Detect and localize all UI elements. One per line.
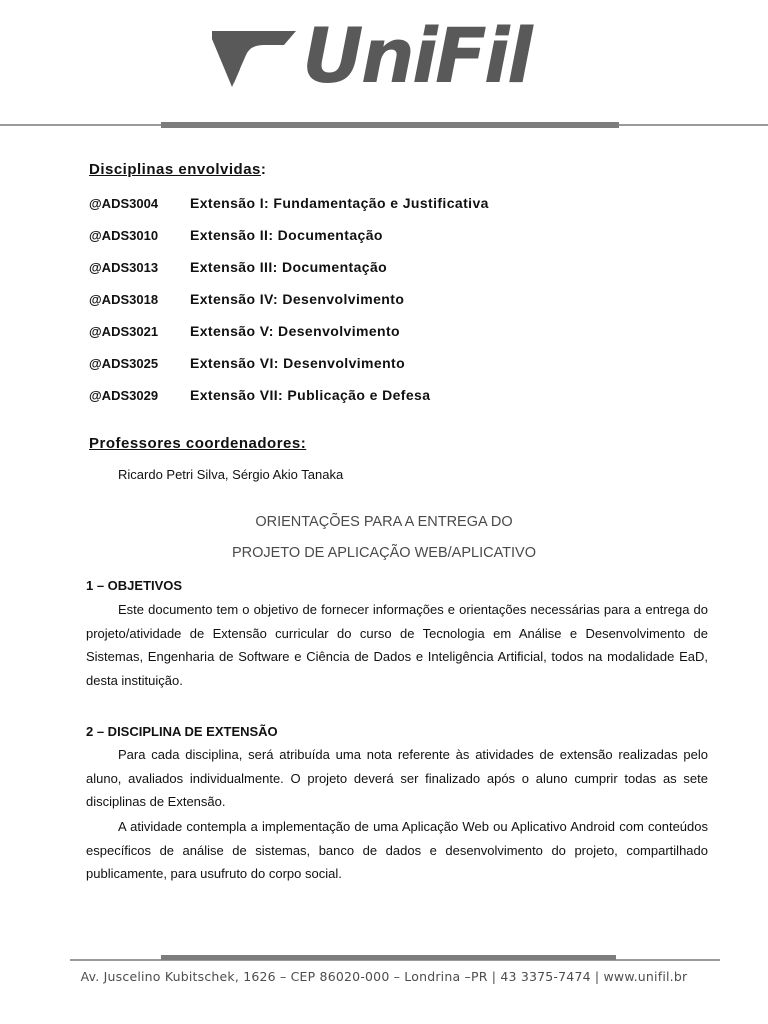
section1-heading: 1 – OBJETIVOS bbox=[86, 578, 183, 593]
section2-paragraph2: A atividade contempla a implementação de uma Aplicação Web ou Aplicativo Android com conteúdos específicos de análise de sistemas, banco de dados e desenvolvimento do projeto, compartilhado publicamente, para usufruto do corpo social. bbox=[86, 819, 708, 881]
discipline-name: Extensão III: Documentação bbox=[190, 259, 388, 275]
coordinators-title-text: Professores coordenadores: bbox=[89, 435, 307, 452]
unifil-logo-mark-icon bbox=[210, 25, 298, 91]
discipline-code: @ADS3010 bbox=[89, 227, 159, 243]
discipline-row bbox=[89, 258, 387, 276]
discipline-row bbox=[89, 386, 430, 404]
discipline-code: @ADS3004 bbox=[89, 195, 159, 211]
orientation-title-line2: PROJETO DE APLICAÇÃO WEB/APLICATIVO bbox=[231, 545, 537, 561]
discipline-name: Extensão IV: Desenvolvimento bbox=[190, 291, 405, 307]
discipline-name: Extensão I: Fundamentação e Justificativa bbox=[190, 195, 489, 211]
section2-heading: 2 – DISCIPLINA DE EXTENSÃO bbox=[86, 724, 278, 739]
discipline-code: @ADS3021 bbox=[89, 323, 159, 339]
discipline-row bbox=[89, 194, 489, 212]
section2-paragraph1: Para cada disciplina, será atribuída uma nota referente às atividades de extensão realizadas pelo aluno, avaliados individualmente. O projeto deverá ser finalizado após o aluno cumprir todas as sete disciplinas de Extensão. bbox=[86, 747, 708, 809]
discipline-code: @ADS3013 bbox=[89, 259, 159, 275]
disciplines-title-colon: : bbox=[260, 161, 267, 178]
discipline-code: @ADS3025 bbox=[89, 355, 159, 371]
discipline-row bbox=[89, 226, 383, 244]
discipline-name: Extensão II: Documentação bbox=[190, 227, 383, 243]
footer-address: Av. Juscelino Kubitschek, 1626 – CEP 86020-000 – Londrina –PR | 43 3375-7474 | www.unifil.br bbox=[80, 969, 688, 984]
disciplines-title-text: Disciplinas envolvidas bbox=[89, 161, 261, 178]
coordinators-title bbox=[89, 435, 306, 452]
coordinators-names: Ricardo Petri Silva, Sérgio Akio Tanaka bbox=[118, 467, 344, 482]
discipline-name: Extensão V: Desenvolvimento bbox=[190, 323, 400, 339]
discipline-row bbox=[89, 290, 404, 308]
discipline-row bbox=[89, 322, 400, 340]
unifil-logo-text: UniFil bbox=[302, 11, 530, 100]
footer-rule-thick bbox=[161, 955, 616, 960]
discipline-row bbox=[89, 354, 405, 372]
section1-paragraph: Este documento tem o objetivo de fornecer informações e orientações necessárias para a entrega do projeto/atividade de Extensão curricular do curso de Tecnologia em Análise e Desenvolvimento de Sistemas, Engenharia de Software e Ciência de Dados e Inteligência Artificial, todos na modalidade EaD, desta instituição. bbox=[86, 602, 708, 688]
discipline-code: @ADS3018 bbox=[89, 291, 159, 307]
unifil-logo bbox=[210, 11, 530, 100]
disciplines-title bbox=[89, 161, 266, 178]
discipline-name: Extensão VII: Publicação e Defesa bbox=[190, 387, 431, 403]
orientation-title-line1: ORIENTAÇÕES PARA A ENTREGA DO bbox=[255, 514, 513, 530]
header-rule-thick bbox=[161, 122, 619, 128]
discipline-name: Extensão VI: Desenvolvimento bbox=[190, 355, 406, 371]
discipline-code: @ADS3029 bbox=[89, 387, 159, 403]
